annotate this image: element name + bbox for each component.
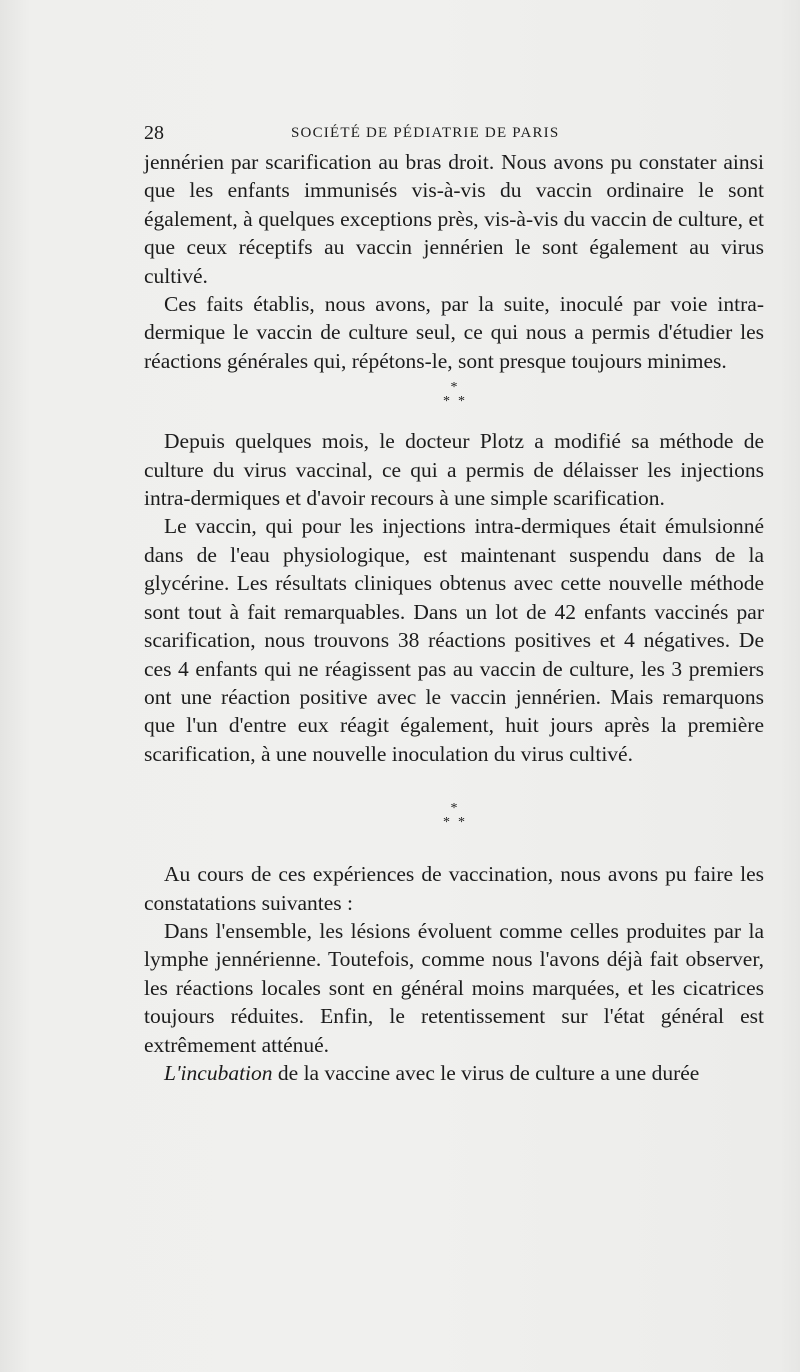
- section-separator-1: [144, 381, 764, 409]
- running-head: SOCIÉTÉ DE PÉDIATRIE DE PARIS: [291, 125, 560, 141]
- separator-stars-bottom: **: [443, 394, 473, 410]
- separator-star-top: *: [450, 380, 458, 396]
- page-header: [144, 122, 764, 146]
- paragraph-5: Au cours de ces expériences de vaccination, nous avons pu faire les constatations suivantes :: [144, 862, 764, 915]
- paragraph-4: Le vaccin, qui pour les injections intra-dermiques était émulsionné dans de l'eau physiologique, est maintenant suspendu dans de la glycérine. Les résultats cliniques obtenus avec cette nouvelle méthode sont tout à fait remarquables. Dans un lot de 42 enfants vaccinés par scarification, nous trouvons 38 réactions positives et 4 négatives. De ces 4 enfants qui ne réagissent pas au vaccin de culture, les 3 premiers ont une réaction positive avec le vaccin jennérien. Mais remarquons que l'un d'entre eux réagit également, huit jours après la première scarification, à une nouvelle inoculation du virus cultivé.: [144, 514, 764, 766]
- paragraph-1: jennérien par scarification au bras droit. Nous avons pu constater ainsi que les enfants immunisés vis-à-vis du vaccin ordinaire le sont également, à quelques exceptions près, vis-à-vis du vaccin de culture, et que ceux réceptifs au vaccin jennérien le sont également au virus cultivé.: [144, 150, 764, 288]
- body-text: [144, 148, 764, 1087]
- paragraph-7: [144, 1059, 764, 1087]
- paragraph-2: Ces faits établis, nous avons, par la suite, inoculé par voie intra-dermique le vaccin de culture seul, ce qui nous a permis d'étudier les réactions générales qui, répétons-le, sont presque toujours minimes.: [144, 292, 764, 373]
- paragraph-6: Dans l'ensemble, les lésions évoluent comme celles produites par la lymphe jennérienne. Toutefois, comme nous l'avons déjà fait observer, les réactions locales sont en général moins marquées, et les cicatrices toujours réduites. Enfin, le retentissement sur l'état général est extrêmement atténué.: [144, 918, 764, 1057]
- italic-term: L'incubation: [164, 1060, 273, 1085]
- separator-star-top: *: [450, 801, 458, 817]
- section-separator-2: [144, 802, 764, 830]
- paragraph-7-text: de la vaccine avec le virus de culture a une durée: [272, 1060, 700, 1085]
- page-number: 28: [144, 122, 164, 144]
- separator-stars-bottom: **: [443, 815, 473, 831]
- paragraph-3: Depuis quelques mois, le docteur Plotz a modifié sa méthode de culture du virus vaccinal, ce qui a permis de délaisser les injections intra-dermiques et d'avoir recours à une simple scarification.: [144, 429, 764, 511]
